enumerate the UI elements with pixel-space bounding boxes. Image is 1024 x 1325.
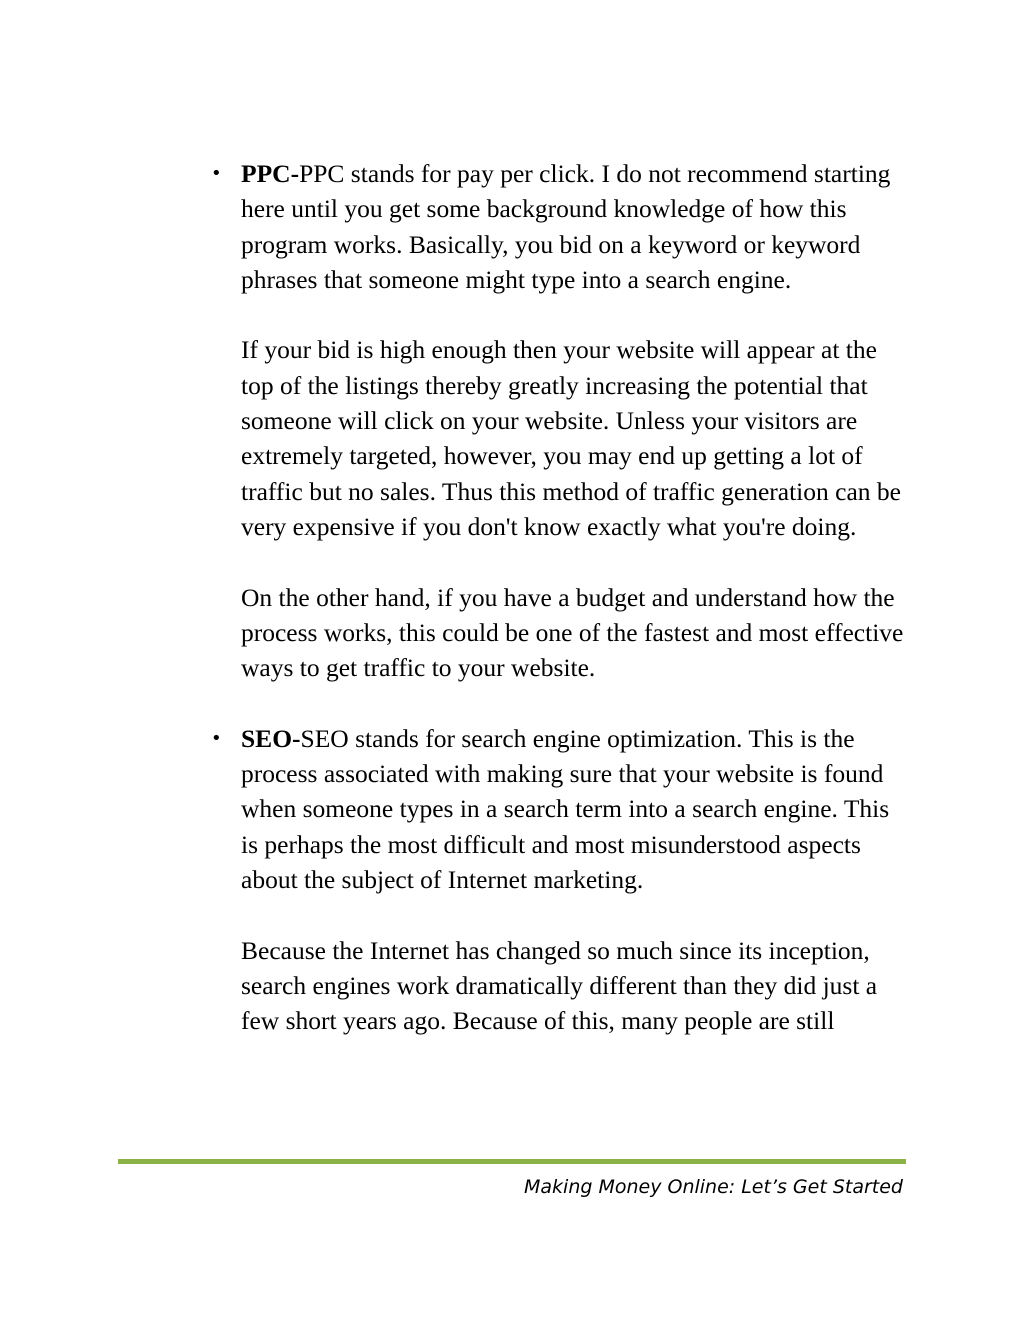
document-body — [211, 156, 911, 1038]
paragraph: If your bid is high enough then your website will appear at the top of the listings thereby greatly increasing the potential that someone will click on your website. Unless your visitors are extremely targeted, however, you may end up getting a lot of traffic but no sales. Thus this method of traffic generation can be very expensive if you don't know exactly what you're doing. — [241, 335, 901, 541]
list-item-seo — [211, 721, 911, 1039]
paragraph-text: PPC stands for pay per click. I do not recommend starting here until you get some background knowledge of how this program works. Basically, you bid on a keyword or keyword phrases that someone might type into a search engine. — [241, 159, 891, 294]
term-label: SEO- — [241, 723, 301, 753]
term-label: PPC- — [241, 159, 300, 188]
list-item-ppc — [211, 156, 911, 685]
paragraph: On the other hand, if you have a budget and understand how the process works, this could be one of the fastest and most effective ways to get traffic to your website. — [241, 582, 904, 683]
paragraph-text: SEO stands for search engine optimization. This is the process associated with making sure that your website is found when someone types in a search term into a search engine. This is perhaps the most difficult and most misunderstood aspects about the subject of Internet marketing. — [241, 723, 890, 894]
bullet-icon: • — [211, 727, 222, 749]
paragraph — [241, 156, 911, 297]
bullet-icon: • — [211, 163, 222, 184]
footer-divider — [118, 1159, 906, 1164]
paragraph — [241, 721, 911, 897]
paragraph: Because the Internet has changed so much since its inception, search engines work dramatically different than they did just a few short years ago. Because of this, many people are still — [241, 935, 878, 1036]
footer-title: Making Money Online: Let’s Get Started — [524, 1176, 903, 1198]
